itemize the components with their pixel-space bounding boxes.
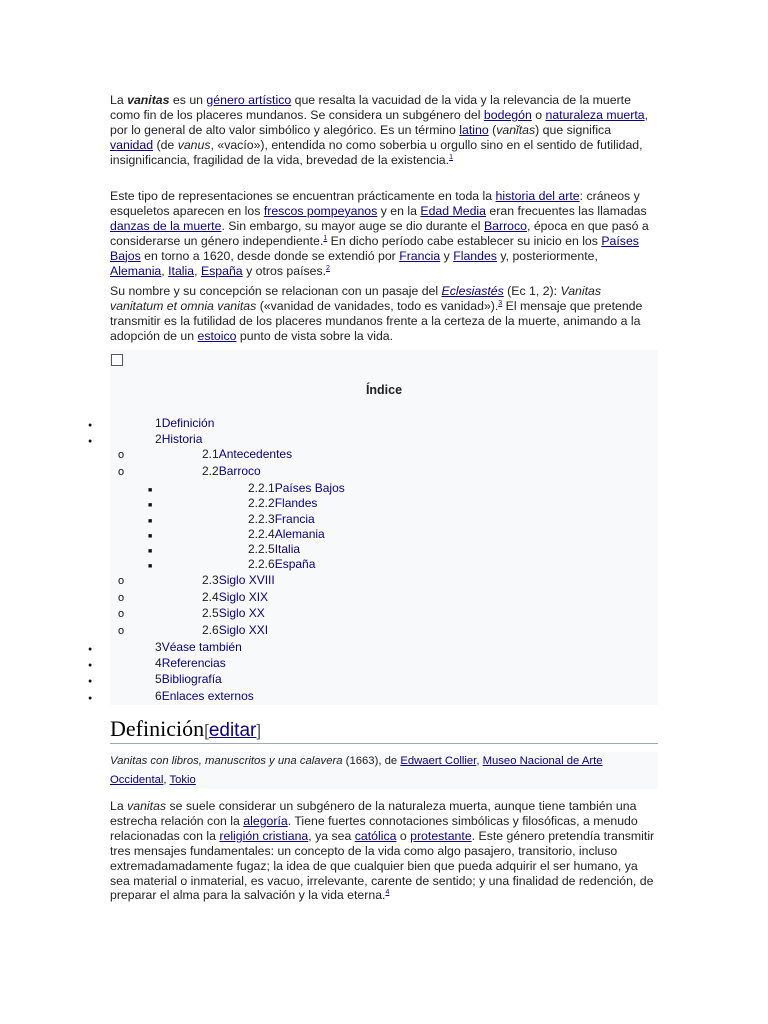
toc-number: 5 — [155, 672, 162, 686]
toc-bullet — [118, 590, 124, 605]
toc-label: Países Bajos — [274, 481, 345, 495]
toc-label: Italia — [274, 542, 301, 556]
toc-item[interactable] — [155, 672, 222, 686]
text: o — [396, 828, 411, 843]
term-vanitas-latin: vanĭtas — [496, 122, 536, 137]
link-vanidad[interactable]: vanidad — [110, 137, 154, 152]
link-historia-del-arte[interactable]: historia del arte — [495, 189, 580, 203]
text: : cráneos y esqueletos aparecen en los — [110, 189, 640, 218]
toc-item[interactable] — [155, 416, 214, 430]
heading-divider — [110, 743, 658, 744]
link-catolica[interactable]: católica — [354, 828, 397, 843]
text: o — [531, 107, 546, 122]
text: ) que significa — [535, 122, 612, 137]
toc-item[interactable] — [248, 527, 325, 541]
toc-label: Referencias — [161, 656, 226, 670]
link-danzas-de-la-muerte[interactable]: danzas de la muerte — [110, 218, 222, 233]
latin-quote: Vanitas vanitatum et omnia vanitas — [110, 284, 602, 313]
toc-bullet — [88, 672, 92, 689]
toc-label: Véase también — [161, 640, 242, 654]
link-tokio[interactable]: Tokio — [169, 774, 196, 786]
toc-bullet — [118, 606, 124, 621]
toc-item[interactable] — [202, 573, 275, 587]
link-bodegon[interactable]: bodegón — [483, 107, 532, 122]
text: (Ec 1, 2): — [503, 284, 561, 298]
section-heading — [110, 716, 261, 742]
text: La — [110, 93, 128, 107]
edit-bracket-close: ] — [256, 721, 262, 740]
toc-item[interactable] — [155, 689, 254, 703]
link-espana[interactable]: España — [200, 263, 243, 278]
reference-4[interactable]: 4 — [385, 889, 390, 897]
link-protestante[interactable]: protestante — [410, 828, 472, 843]
text: Su nombre y su concepción se relacionan con un pasaje del — [110, 284, 442, 298]
section-title: Definición — [110, 716, 205, 741]
text: se suele considerar un subgénero de la naturaleza muerta, aunque tiene también una estrecha relación con la — [110, 799, 637, 828]
toc-number: 2.2.4 — [248, 527, 275, 541]
toc-number: 2.2.2 — [248, 496, 275, 510]
term-vanus: vanus — [177, 137, 211, 152]
intro-paragraph-2 — [110, 189, 655, 278]
toc-title: Índice — [365, 383, 403, 397]
toc-label: Flandes — [274, 496, 318, 510]
toc-item[interactable] — [248, 481, 345, 495]
reference-1[interactable]: 1 — [323, 234, 328, 242]
toc-bullet — [88, 416, 92, 433]
text: y otros países. — [242, 263, 327, 278]
toc-bullet — [118, 623, 124, 638]
text: . Este género pretendía transmitir tres mensajes fundamentales: un concepto de la vida como algo pasajero, transitorio, incluso extremadamadamente fugaz; la idea de que cualquier bien que pueda adquirir el ser humano, ya sea material o inmaterial, es vacuo, irrelevante, carente de sentido; y una finalidad de redención, de preparar el alma para la salvación y la vida eterna. — [110, 828, 655, 903]
link-latino[interactable]: latino — [459, 122, 489, 137]
toc-number: 2.2.1 — [248, 481, 275, 495]
text: En dicho período cabe establecer su inicio en los — [327, 233, 602, 248]
toc-item[interactable] — [155, 656, 226, 670]
toc-number: 2.5 — [202, 606, 219, 620]
toc-label: Siglo XIX — [218, 590, 269, 604]
toc-item[interactable] — [248, 557, 315, 571]
toc-bullet — [148, 557, 152, 574]
toc-item[interactable] — [202, 606, 265, 620]
toc-number: 2.2.5 — [248, 542, 275, 556]
text: . Sin embargo, su mayor auge se dio durante el — [221, 218, 484, 233]
image-caption — [110, 752, 658, 789]
toc-item[interactable] — [202, 447, 292, 461]
text: , por lo general de alto valor simbólico y alegórico. Es un término — [110, 107, 649, 137]
toc-label: Francia — [274, 512, 315, 526]
text: El mensaje que pretende transmitir es la futilidad de los placeres mundanos frente a la certeza de la muerte, animando a la adopción de un — [110, 298, 643, 343]
toc-toggle-checkbox[interactable] — [111, 354, 123, 366]
text: , — [161, 263, 169, 278]
intro-paragraph-1 — [110, 93, 655, 168]
intro-paragraph-3 — [110, 284, 655, 344]
text: . Tiene fuertes connotaciones simbólicas y filosóficas, a menudo relacionadas con la — [110, 813, 638, 843]
link-frescos-pompeyanos[interactable]: frescos pompeyanos — [263, 203, 378, 218]
toc-number: 2.2 — [202, 464, 219, 478]
text: La — [110, 799, 128, 813]
link-flandes[interactable]: Flandes — [453, 248, 497, 263]
text: es un — [169, 93, 207, 107]
text: y — [440, 248, 454, 263]
toc-label: Siglo XX — [218, 606, 265, 620]
toc-number: 2.6 — [202, 623, 219, 637]
text: (1663), de — [342, 755, 401, 767]
toc-number: 6 — [155, 689, 162, 703]
link-museo-nacional[interactable]: Museo Nacional de Arte Occidental — [110, 755, 603, 786]
toc-number: 2.4 — [202, 590, 219, 604]
toc-item[interactable] — [202, 464, 261, 478]
toc-item[interactable] — [248, 496, 317, 510]
toc-number: 2.3 — [202, 573, 219, 587]
toc-number: 2.2.3 — [248, 512, 275, 526]
toc-number: 2.2.6 — [248, 557, 275, 571]
toc-bullet — [88, 656, 92, 673]
definition-paragraph — [110, 799, 655, 903]
toc-item[interactable] — [155, 640, 242, 654]
term-vanitas: vanitas — [127, 799, 167, 813]
toc-label: Barroco — [218, 464, 261, 478]
link-edad-media[interactable]: Edad Media — [420, 203, 487, 218]
link-religion-cristiana[interactable]: religión cristiana — [219, 828, 309, 843]
link-barroco[interactable]: Barroco — [483, 218, 527, 233]
text: ( — [488, 122, 497, 137]
link-alegoria[interactable]: alegoría — [243, 813, 288, 828]
toc-label: Historia — [161, 432, 203, 446]
link-edwaert-collier[interactable]: Edwaert Collier — [400, 755, 477, 767]
edit-section-link[interactable]: editar — [208, 720, 257, 741]
edit-bracket-open: [ — [204, 721, 209, 740]
text: («vanidad de vanidades, todo es vanidad»). — [256, 298, 499, 313]
text: , «vacío»), entendida no como soberbia u orgullo sino en el sentido de futilidad, insignificancia, fragilidad de la vida, brevedad de la existencia. — [110, 137, 643, 167]
toc-item[interactable] — [202, 623, 268, 637]
text: , ya sea — [308, 828, 355, 843]
toc-label: España — [274, 557, 316, 571]
toc-bullet — [88, 432, 92, 449]
text: en torno a 1620, desde donde se extendió por — [140, 248, 400, 263]
reference-2[interactable]: 2 — [326, 264, 330, 272]
link-francia[interactable]: Francia — [399, 248, 441, 263]
toc-number: 1 — [155, 416, 162, 430]
toc-label: Bibliografía — [161, 672, 222, 686]
text: punto de vista sobre la vida. — [236, 328, 394, 343]
text: que resalta la vacuidad de la vida y la relevancia de la muerte como fin de los placeres mundanos. Se considera un subgénero del — [110, 93, 631, 122]
text: , — [163, 774, 170, 786]
toc-label: Definición — [161, 416, 215, 430]
reference-1[interactable]: 1 — [449, 153, 453, 161]
text: , época en que pasó a considerarse un género independiente. — [110, 218, 649, 248]
term-vanitas: vanitas — [127, 93, 170, 107]
toc-number: 2.1 — [202, 447, 219, 461]
text: (de — [153, 137, 178, 152]
toc-bullet — [118, 464, 124, 479]
toc-item[interactable] — [155, 432, 202, 446]
toc-item[interactable] — [202, 590, 268, 604]
toc-bullet — [88, 689, 92, 706]
toc-item[interactable] — [248, 512, 315, 526]
toc-number: 2 — [155, 432, 162, 446]
text: eran frecuentes las llamadas — [486, 203, 647, 218]
text: y, posteriormente, — [496, 248, 598, 263]
toc-number: 3 — [155, 640, 162, 654]
link-paises-bajos[interactable]: Países Bajos — [110, 233, 639, 263]
link-naturaleza-muerta[interactable]: naturaleza muerta — [545, 107, 645, 122]
toc-bullet — [118, 447, 124, 462]
toc-label: Siglo XXI — [218, 623, 269, 637]
link-estoico[interactable]: estoico — [197, 328, 237, 343]
toc-label: Siglo XVIII — [218, 573, 275, 587]
toc-bullet — [118, 573, 124, 588]
link-italia[interactable]: Italia — [168, 263, 195, 278]
text: , — [476, 755, 483, 767]
toc-label: Enlaces externos — [161, 689, 254, 703]
toc-item[interactable] — [248, 542, 300, 556]
link-alemania[interactable]: Alemania — [110, 263, 162, 278]
text: , — [194, 263, 201, 278]
toc-bullet — [148, 496, 152, 513]
toc-number: 4 — [155, 656, 162, 670]
text: y en la — [377, 203, 421, 218]
toc-label: Alemania — [274, 527, 325, 541]
text: Este tipo de representaciones se encuentran prácticamente en toda la — [110, 189, 496, 203]
toc-bullet — [88, 640, 92, 657]
artwork-title: Vanitas con libros, manuscritos y una calavera — [110, 755, 343, 767]
link-genero-artistico[interactable]: género artístico — [206, 93, 292, 107]
toc-label: Antecedentes — [218, 447, 293, 461]
reference-3[interactable]: 3 — [498, 299, 503, 307]
link-eclesiastes[interactable]: Eclesiastés — [441, 284, 504, 298]
